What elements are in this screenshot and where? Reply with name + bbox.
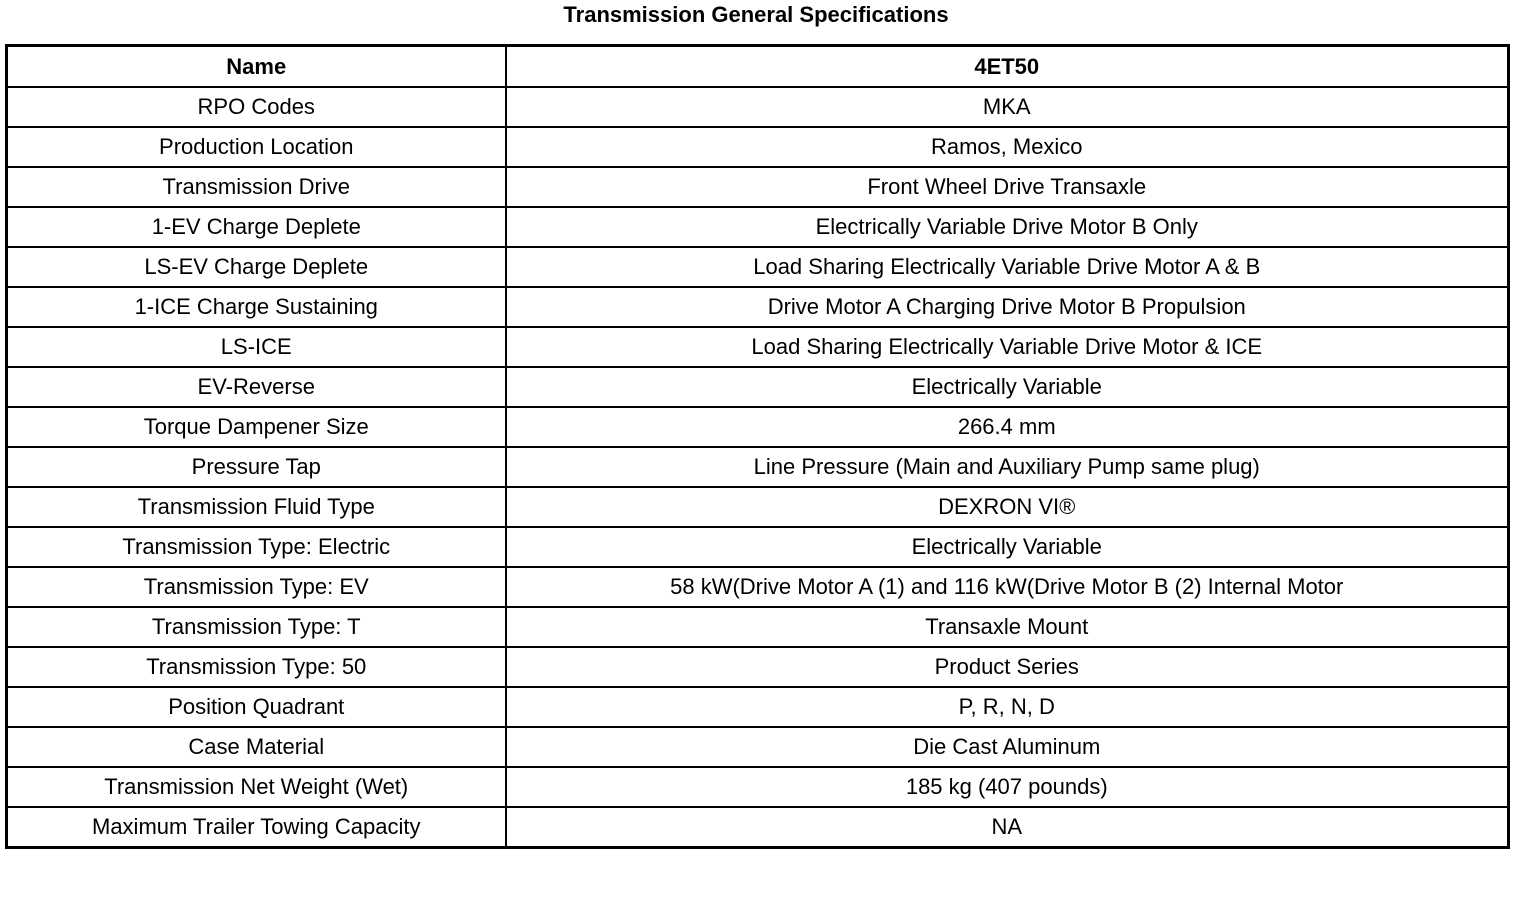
spec-value-cell: Front Wheel Drive Transaxle — [506, 167, 1509, 207]
spec-name-cell: Production Location — [7, 127, 506, 167]
spec-name-cell: Transmission Type: EV — [7, 567, 506, 607]
spec-value-cell: Transaxle Mount — [506, 607, 1509, 647]
table-row — [7, 807, 1509, 848]
spec-value-cell: Load Sharing Electrically Variable Drive Motor & ICE — [506, 327, 1509, 367]
table-row — [7, 487, 1509, 527]
table-row — [7, 727, 1509, 767]
column-header-name: Name — [7, 46, 506, 88]
spec-name-cell: EV-Reverse — [7, 367, 506, 407]
spec-name-cell: Position Quadrant — [7, 687, 506, 727]
table-row — [7, 607, 1509, 647]
table-row — [7, 367, 1509, 407]
spec-name-cell: 1-EV Charge Deplete — [7, 207, 506, 247]
spec-value-cell: Die Cast Aluminum — [506, 727, 1509, 767]
spec-name-cell: Transmission Net Weight (Wet) — [7, 767, 506, 807]
table-row — [7, 767, 1509, 807]
spec-value-cell: P, R, N, D — [506, 687, 1509, 727]
spec-value-cell: Line Pressure (Main and Auxiliary Pump same plug) — [506, 447, 1509, 487]
spec-value-cell: Electrically Variable Drive Motor B Only — [506, 207, 1509, 247]
spec-name-cell: Pressure Tap — [7, 447, 506, 487]
table-row — [7, 167, 1509, 207]
table-row — [7, 567, 1509, 607]
spec-name-cell: Torque Dampener Size — [7, 407, 506, 447]
spec-name-cell: Maximum Trailer Towing Capacity — [7, 807, 506, 848]
table-row — [7, 287, 1509, 327]
table-row — [7, 527, 1509, 567]
spec-name-cell: LS-EV Charge Deplete — [7, 247, 506, 287]
spec-value-cell: Ramos, Mexico — [506, 127, 1509, 167]
spec-name-cell: Transmission Type: 50 — [7, 647, 506, 687]
table-row — [7, 207, 1509, 247]
spec-name-cell: LS-ICE — [7, 327, 506, 367]
table-row — [7, 647, 1509, 687]
spec-name-cell: RPO Codes — [7, 87, 506, 127]
specifications-table — [5, 44, 1510, 849]
table-header-row — [7, 46, 1509, 88]
spec-value-cell: Electrically Variable — [506, 527, 1509, 567]
page-title: Transmission General Specifications — [563, 2, 949, 27]
spec-name-cell: 1-ICE Charge Sustaining — [7, 287, 506, 327]
spec-value-cell: 185 kg (407 pounds) — [506, 767, 1509, 807]
table-row — [7, 127, 1509, 167]
table-row — [7, 687, 1509, 727]
spec-name-cell: Transmission Type: T — [7, 607, 506, 647]
spec-value-cell: Load Sharing Electrically Variable Drive Motor A & B — [506, 247, 1509, 287]
table-row — [7, 247, 1509, 287]
spec-name-cell: Transmission Drive — [7, 167, 506, 207]
spec-name-cell: Transmission Type: Electric — [7, 527, 506, 567]
spec-value-cell: 266.4 mm — [506, 407, 1509, 447]
spec-value-cell: Electrically Variable — [506, 367, 1509, 407]
spec-value-cell: MKA — [506, 87, 1509, 127]
spec-value-cell: Drive Motor A Charging Drive Motor B Propulsion — [506, 287, 1509, 327]
spec-value-cell: NA — [506, 807, 1509, 848]
spec-name-cell: Transmission Fluid Type — [7, 487, 506, 527]
spec-value-cell: Product Series — [506, 647, 1509, 687]
spec-value-cell: DEXRON VI® — [506, 487, 1509, 527]
table-row — [7, 407, 1509, 447]
table-row — [7, 327, 1509, 367]
table-row — [7, 447, 1509, 487]
table-row — [7, 87, 1509, 127]
spec-value-cell: 58 kW(Drive Motor A (1) and 116 kW(Drive Motor B (2) Internal Motor — [506, 567, 1509, 607]
spec-name-cell: Case Material — [7, 727, 506, 767]
column-header-model: 4ET50 — [506, 46, 1509, 88]
